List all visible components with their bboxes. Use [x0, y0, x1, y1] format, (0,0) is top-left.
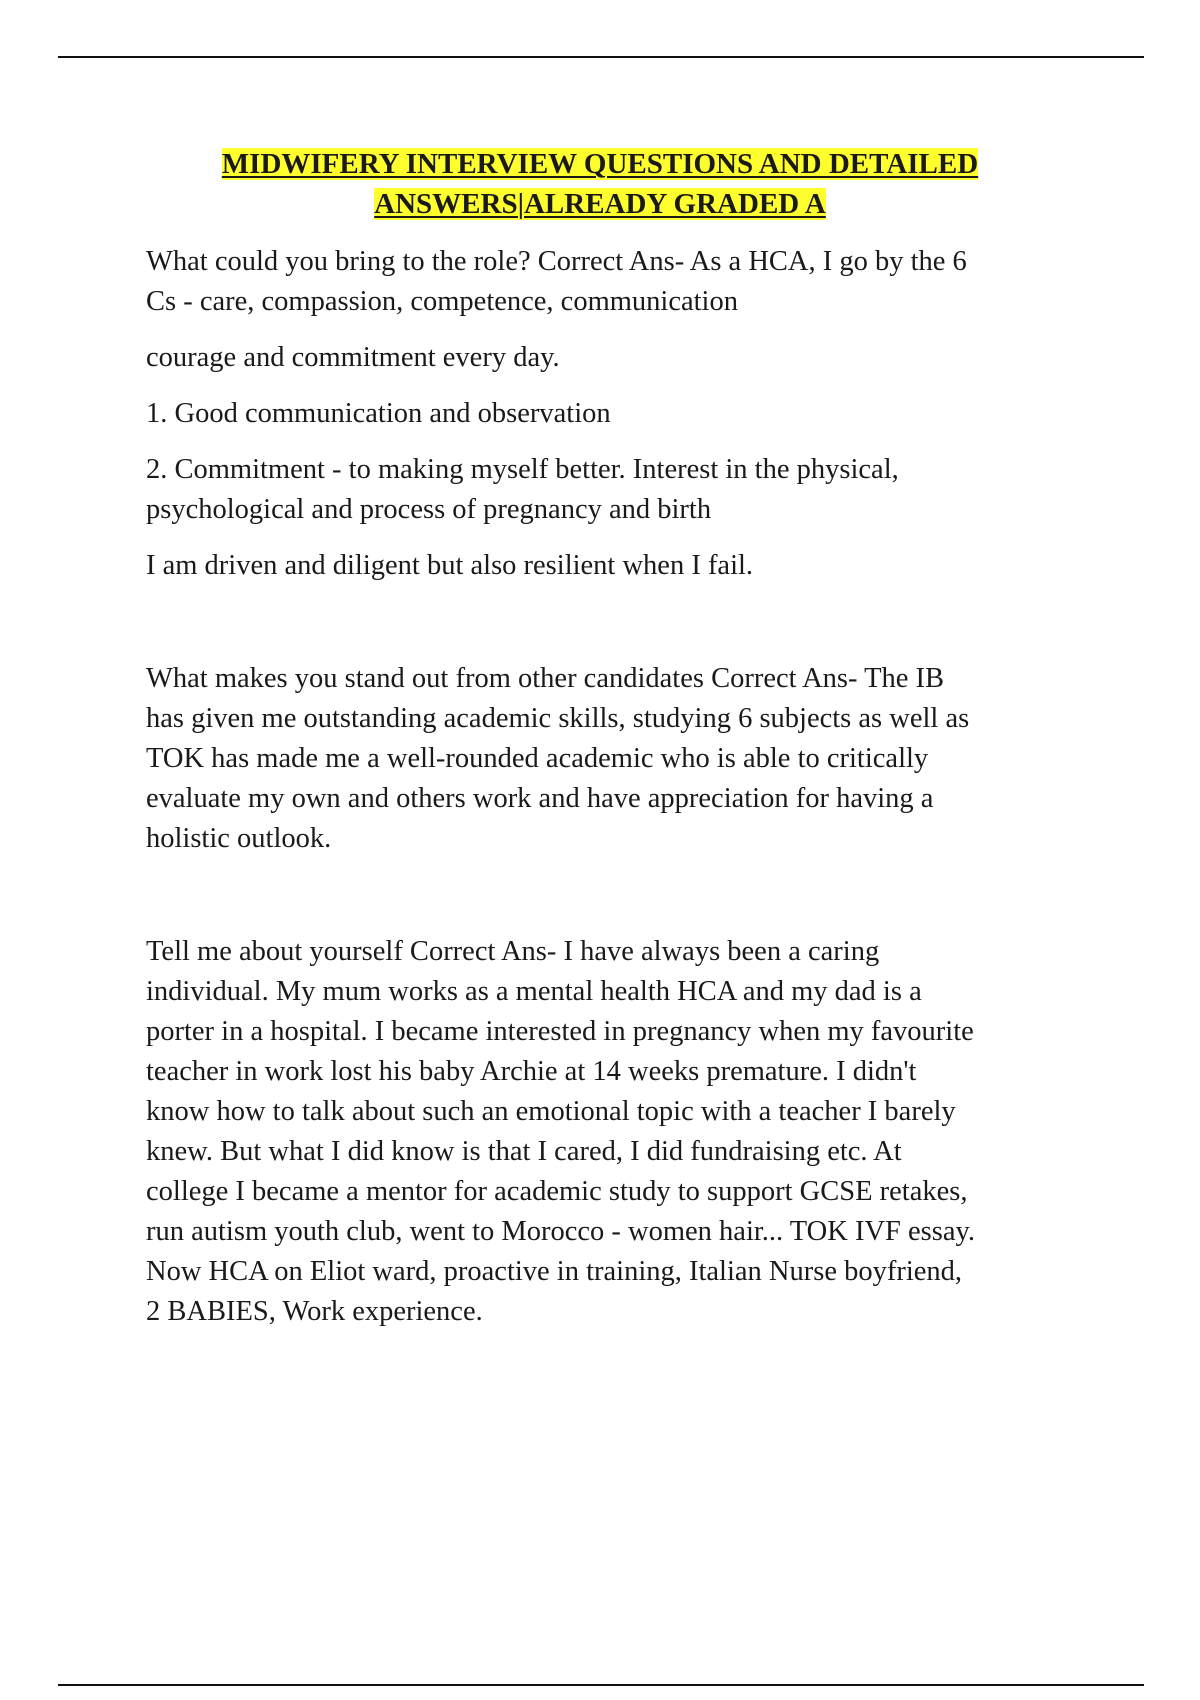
qa3-line-9: Now HCA on Eliot ward, proactive in training, Italian Nurse boyfriend, — [146, 1256, 963, 1287]
qa1-paragraph-2: courage and commitment every day. — [146, 342, 560, 373]
qa1-para4-line-1: 2. Commitment - to making myself better. Interest in the physical, — [146, 454, 899, 485]
qa1-line-2: Cs - care, compassion, competence, communication — [146, 286, 738, 317]
qa1-para4-line-2: psychological and process of pregnancy and birth — [146, 494, 712, 525]
qa3-line-1: Tell me about yourself Correct Ans- I have always been a caring — [146, 936, 880, 967]
qa3-line-3: porter in a hospital. I became interested in pregnancy when my favourite — [146, 1016, 974, 1047]
qa3-line-2: individual. My mum works as a mental health HCA and my dad is a — [146, 976, 922, 1007]
qa3-line-6: knew. But what I did know is that I cared, I did fundraising etc. At — [146, 1136, 902, 1167]
qa2-line-2: has given me outstanding academic skills, studying 6 subjects as well as — [146, 703, 970, 734]
document-title — [100, 144, 1100, 224]
qa1-paragraph-5: I am driven and diligent but also resilient when I fail. — [146, 550, 754, 581]
qa3-paragraph — [146, 932, 1106, 1332]
qa3-line-7: college I became a mentor for academic study to support GCSE retakes, — [146, 1176, 968, 1207]
qa1-paragraph-3: 1. Good communication and observation — [146, 398, 611, 429]
qa2-line-5: holistic outlook. — [146, 823, 332, 854]
qa3-line-5: know how to talk about such an emotional topic with a teacher I barely — [146, 1096, 956, 1127]
qa1-paragraph-4 — [146, 450, 1106, 530]
title-line-2: ANSWERS|ALREADY GRADED A — [374, 188, 826, 220]
qa2-line-3: TOK has made me a well-rounded academic who is able to critically — [146, 743, 929, 774]
qa3-line-8: run autism youth club, went to Morocco - women hair... TOK IVF essay. — [146, 1216, 976, 1247]
document-body — [146, 242, 1106, 1332]
qa3-line-10: 2 BABIES, Work experience. — [146, 1296, 483, 1327]
top-rule — [58, 56, 1144, 58]
bottom-rule — [58, 1684, 1144, 1686]
qa2-line-4: evaluate my own and others work and have appreciation for having a — [146, 783, 934, 814]
qa1-line-1: What could you bring to the role? Correct Ans- As a HCA, I go by the 6 — [146, 246, 967, 277]
qa1-paragraph-1 — [146, 242, 1106, 322]
qa3-line-4: teacher in work lost his baby Archie at 14 weeks premature. I didn't — [146, 1056, 917, 1087]
qa2-line-1: What makes you stand out from other candidates Correct Ans- The IB — [146, 663, 945, 694]
title-line-1: MIDWIFERY INTERVIEW QUESTIONS AND DETAILED — [221, 148, 979, 180]
qa2-paragraph — [146, 659, 1106, 859]
